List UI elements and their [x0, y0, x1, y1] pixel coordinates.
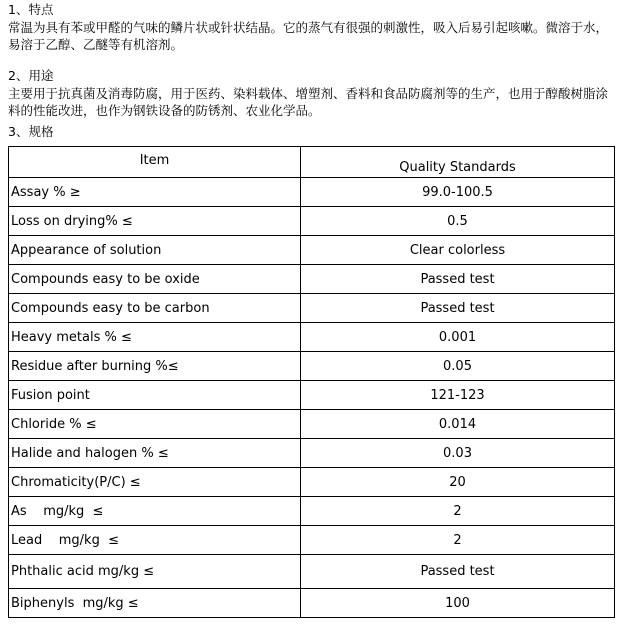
table-row [9, 410, 615, 439]
row-item-label: Chromaticity(P/C) ≤ [9, 468, 301, 497]
table-row [9, 352, 615, 381]
row-standard-value: Passed test [301, 265, 615, 294]
table-row [9, 236, 615, 265]
table-row [9, 589, 615, 618]
row-standard-value: 2 [301, 497, 615, 526]
table-row [9, 497, 615, 526]
row-item-label: Loss on drying% ≤ [9, 207, 301, 236]
row-item-label: Compounds easy to be oxide [9, 265, 301, 294]
table-row [9, 265, 615, 294]
section-heading-features: 1、特点 [8, 2, 54, 17]
table-header-row [9, 147, 615, 178]
table-row [9, 526, 615, 555]
row-standard-value: 0.001 [301, 323, 615, 352]
row-standard-value: 0.03 [301, 439, 615, 468]
specification-table [8, 146, 615, 618]
section-text-features: 常温为具有苯或甲醛的气味的鳞片状或针状结晶。它的蒸气有很强的刺激性，吸入后易引起咳嗽。微溶于水，易溶于乙醇、乙醚等有机溶剂。 [8, 20, 609, 52]
row-standard-value: 0.5 [301, 207, 615, 236]
row-item-label: Chloride % ≤ [9, 410, 301, 439]
table-row [9, 207, 615, 236]
table-row [9, 439, 615, 468]
row-item-label: Lead mg/kg ≤ [9, 526, 301, 555]
row-item-label: Compounds easy to be carbon [9, 294, 301, 323]
row-item-label: Phthalic acid mg/kg ≤ [9, 555, 301, 589]
row-item-label: Fusion point [9, 381, 301, 410]
row-item-label: As mg/kg ≤ [9, 497, 301, 526]
row-standard-value: 121-123 [301, 381, 615, 410]
row-item-label: Appearance of solution [9, 236, 301, 265]
row-standard-value: 20 [301, 468, 615, 497]
row-item-label: Assay % ≥ [9, 178, 301, 207]
row-item-label: Residue after burning %≤ [9, 352, 301, 381]
row-item-label: Halide and halogen % ≤ [9, 439, 301, 468]
row-standard-value: 99.0-100.5 [301, 178, 615, 207]
row-standard-value: Passed test [301, 555, 615, 589]
row-standard-value: 0.05 [301, 352, 615, 381]
table-row [9, 178, 615, 207]
table-row [9, 555, 615, 589]
table-row [9, 323, 615, 352]
row-standard-value: 100 [301, 589, 615, 618]
row-standard-value: 0.014 [301, 410, 615, 439]
row-item-label: Heavy metals % ≤ [9, 323, 301, 352]
column-header-quality-standards: Quality Standards [301, 147, 615, 178]
section-heading-uses: 2、用途 [8, 68, 54, 83]
row-standard-value: Passed test [301, 294, 615, 323]
table-row [9, 381, 615, 410]
column-header-item: Item [9, 147, 301, 178]
row-standard-value: 2 [301, 526, 615, 555]
table-row [9, 294, 615, 323]
table-row [9, 468, 615, 497]
section-heading-specifications: 3、规格 [8, 124, 54, 139]
row-item-label: Biphenyls mg/kg ≤ [9, 589, 301, 618]
row-standard-value: Clear colorless [301, 236, 615, 265]
section-text-uses: 主要用于抗真菌及消毒防腐，用于医药、染料载体、增塑剂、香料和食品防腐剂等的生产，也用于醇酸树脂涂料的性能改进，也作为钢铁设备的防锈剂、农业化学品。 [8, 86, 609, 118]
